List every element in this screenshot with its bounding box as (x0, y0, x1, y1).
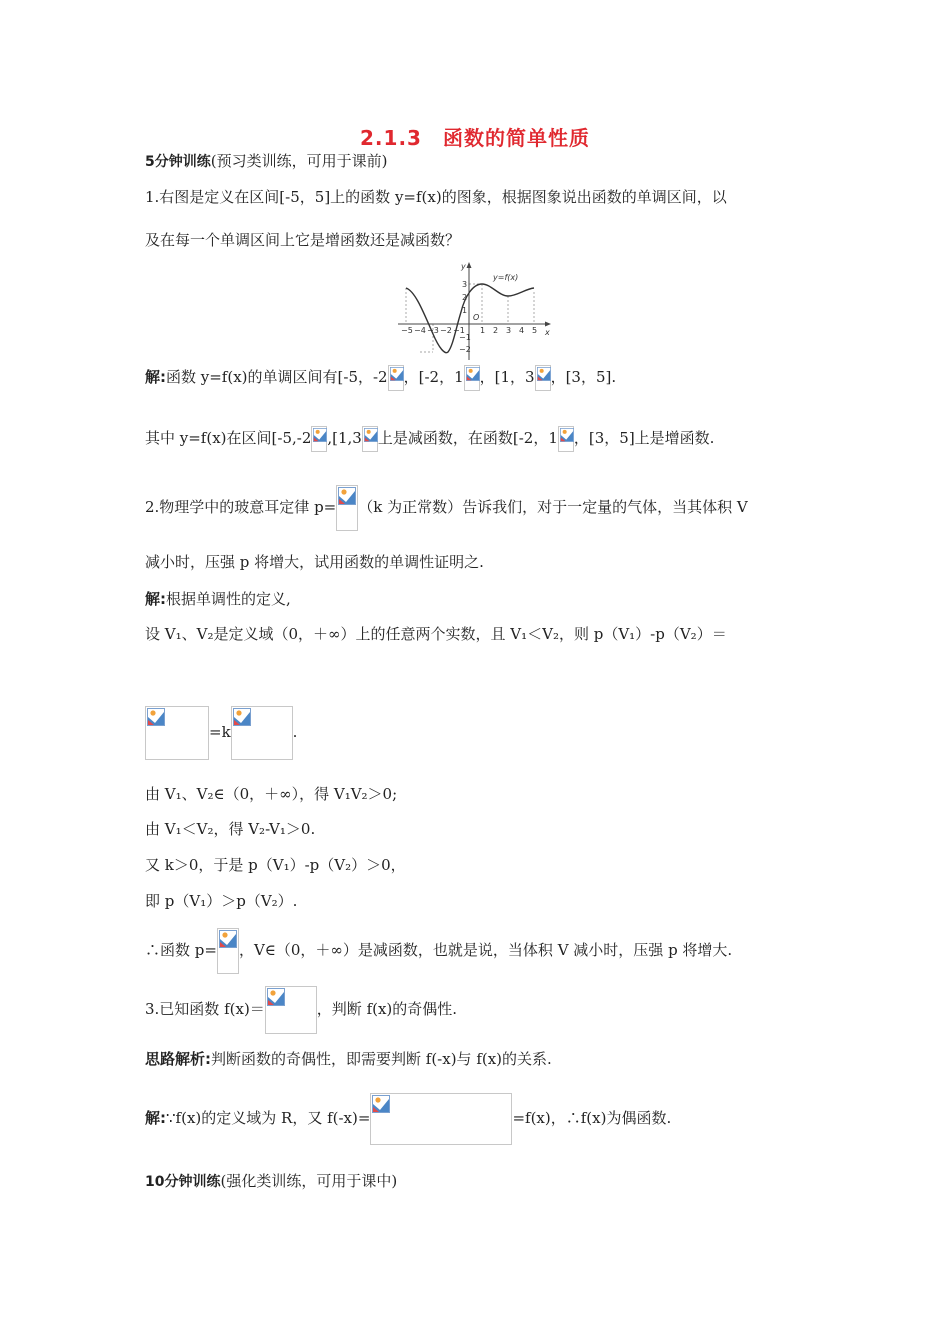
function-curve (406, 284, 534, 353)
image-placeholder-icon (313, 428, 327, 442)
question-text: 3.已知函数 f(x)＝ (145, 1000, 265, 1018)
q3-text (145, 986, 457, 1034)
x-axis-arrow-icon (545, 322, 551, 327)
y-tick-label: 3 (462, 280, 468, 289)
image-placeholder-icon (466, 367, 480, 381)
curve-label: y=f(x) (493, 273, 519, 282)
analysis-label: 思路解析: (145, 1050, 211, 1068)
answer-text: 根据单调性的定义, (166, 590, 291, 608)
q2-text-line2: 减小时，压强 p 将增大，试用函数的单调性证明之. (145, 553, 484, 571)
y-axis-label: y (461, 262, 466, 271)
q3-answer (145, 1093, 671, 1145)
formula-image (370, 1093, 512, 1145)
image-placeholder-icon (364, 428, 378, 442)
image-placeholder-icon (390, 367, 404, 381)
x-tick-label: −1 (453, 326, 465, 335)
y-tick-label: −2 (459, 345, 471, 354)
q2-step4: 即 p（V₁）＞p（V₂）. (145, 892, 298, 910)
y-axis-arrow-icon (467, 262, 472, 268)
formula-image (464, 365, 480, 391)
x-tick-label: −5 (401, 326, 413, 335)
answer-text: ，[1，3 (479, 368, 535, 386)
origin-label: O (473, 313, 480, 322)
image-placeholder-icon (267, 988, 285, 1006)
answer-text: ∵f(x)的定义域为 R，又 f(-x)= (166, 1109, 371, 1127)
formula-image (362, 426, 378, 452)
q2-setup: 设 V₁、V₂是定义域（0，＋∞）上的任意两个实数，且 V₁＜V₂，则 p（V₁）-p（V₂）＝ (145, 625, 727, 643)
x-tick-label: −3 (427, 326, 439, 335)
formula-image (388, 365, 404, 391)
section-heading-label: 5分钟训练 (145, 154, 211, 170)
y-tick-label: −1 (459, 333, 471, 342)
question-text: ，判断 f(x)的奇偶性. (316, 1000, 458, 1018)
image-placeholder-icon (233, 708, 251, 726)
q2-conclusion (145, 928, 732, 974)
y-tick-label: 1 (462, 306, 468, 315)
x-tick-label: −4 (414, 326, 426, 335)
section-heading-sub: (强化类训练，可用于课中) (220, 1172, 398, 1190)
conclusion-text: ∴函数 p= (145, 941, 217, 959)
answer-text: =f(x)，∴f(x)为偶函数. (512, 1109, 672, 1127)
formula-image (145, 706, 209, 760)
section-heading-sub: (预习类训练，可用于课前) (210, 152, 388, 170)
q2-step2: 由 V₁＜V₂，得 V₂-V₁＞0. (145, 820, 316, 838)
answer-text: ，[3，5]上是增函数. (573, 429, 715, 447)
x-axis-label: x (545, 328, 550, 337)
x-tick-label: 2 (493, 326, 499, 335)
page-title: 2.1.3 函数的简单性质 (360, 126, 590, 150)
formula-image (558, 426, 574, 452)
equation-text: =k (209, 723, 231, 741)
equation-text: . (292, 723, 298, 741)
formula-image (336, 485, 358, 531)
q2-text-line1 (145, 485, 748, 531)
x-tick-label: 5 (532, 326, 538, 335)
q1-text-line2: 及在每一个单调区间上它是增函数还是减函数？ (145, 231, 461, 249)
image-placeholder-icon (537, 367, 551, 381)
q3-analysis (145, 1048, 552, 1070)
formula-image (535, 365, 551, 391)
formula-image (217, 928, 239, 974)
function-graph (393, 256, 563, 364)
q2-equation (145, 706, 297, 760)
answer-text: 其中 y=f(x)在区间[-5,-2 (145, 429, 312, 447)
conclusion-text: ，V∈（0，＋∞）是减函数，也就是说，当体积 V 减小时，压强 p 将增大. (238, 941, 733, 959)
answer-text: ，[3，5]. (550, 368, 617, 386)
q2-step1: 由 V₁、V₂∈（0，＋∞），得 V₁V₂＞0; (145, 785, 398, 803)
answer-text: ，[-2，1 (403, 368, 464, 386)
answer-label: 解: (145, 368, 166, 386)
x-tick-label: 4 (519, 326, 525, 335)
x-tick-label: −2 (440, 326, 452, 335)
q1-answer-line2 (145, 426, 714, 452)
image-placeholder-icon (560, 428, 574, 442)
q1-text-line1: 1.右图是定义在区间[-5，5]上的函数 y=f(x)的图象，根据图象说出函数的单调区间，以 (145, 188, 727, 206)
answer-text: ,[1,3 (327, 429, 362, 447)
q1-answer-line1 (145, 365, 616, 391)
answer-label: 解: (145, 1109, 166, 1127)
x-tick-label: 1 (480, 326, 486, 335)
answer-text: 上是减函数，在函数[-2，1 (377, 429, 558, 447)
answer-label: 解: (145, 590, 166, 608)
section-heading-label: 10分钟训练 (145, 1174, 221, 1190)
question-text: （k 为正常数）告诉我们，对于一定量的气体，当其体积 V (358, 498, 748, 516)
question-text: 2.物理学中的玻意耳定律 p= (145, 498, 337, 516)
formula-image (311, 426, 327, 452)
answer-text: 函数 y=f(x)的单调区间有[-5，-2 (166, 368, 388, 386)
analysis-text: 判断函数的奇偶性，即需要判断 f(-x)与 f(x)的关系. (211, 1050, 552, 1068)
formula-image (231, 706, 293, 760)
image-placeholder-icon (372, 1095, 390, 1113)
y-tick-label: 2 (462, 293, 468, 302)
section-heading-10min (145, 1170, 397, 1193)
image-placeholder-icon (219, 930, 237, 948)
q2-answer-intro (145, 588, 291, 610)
section-heading-5min (145, 150, 387, 173)
x-tick-label: 3 (506, 326, 512, 335)
image-placeholder-icon (338, 487, 356, 505)
image-placeholder-icon (147, 708, 165, 726)
formula-image (265, 986, 317, 1034)
q2-step3: 又 k＞0，于是 p（V₁）-p（V₂）＞0， (145, 856, 406, 874)
